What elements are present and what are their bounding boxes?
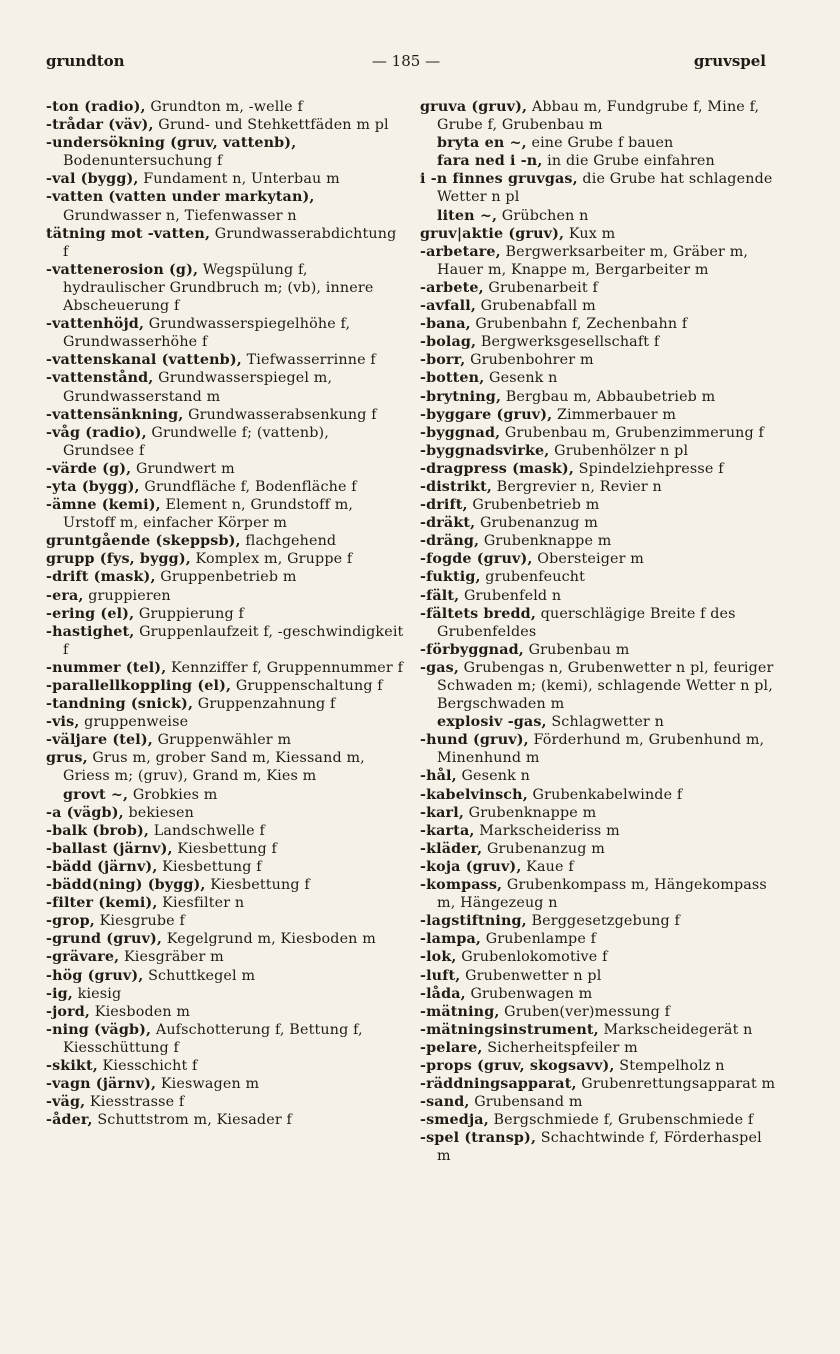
entry-headword: -fält,	[420, 587, 460, 604]
entry-headword: tätning mot -vatten,	[46, 225, 211, 242]
dictionary-entry	[46, 912, 404, 930]
dictionary-entry	[420, 1057, 778, 1075]
entry-translation: Grubenhölzer n pl	[549, 442, 689, 459]
entry-translation: Element n, Grundstoff m, Urstoff m, einfacher Körper m	[63, 497, 354, 532]
entry-translation: Sicherheitspfeiler m	[482, 1039, 638, 1056]
entry-headword: -mätning,	[420, 1003, 500, 1020]
dictionary-entry	[420, 731, 778, 767]
dictionary-entry	[420, 822, 778, 840]
dictionary-entry	[46, 568, 404, 586]
dictionary-entry	[420, 912, 778, 930]
dictionary-entry	[46, 930, 404, 948]
entry-headword: fara ned i -n,	[437, 153, 543, 170]
entry-headword: -lagstiftning,	[420, 913, 527, 930]
dictionary-entry	[420, 460, 778, 478]
entry-translation: Grubenbohrer m	[465, 352, 594, 369]
dictionary-entry	[420, 478, 778, 496]
entry-headword: -dräkt,	[420, 515, 476, 532]
entry-translation: Gruppenschaltung f	[231, 678, 383, 694]
dictionary-entry	[420, 207, 778, 225]
entry-headword: explosiv -gas,	[437, 714, 547, 731]
entry-translation: Förderhund m, Grubenhund m, Minenhund m	[437, 732, 765, 767]
dictionary-entry	[420, 496, 778, 514]
dictionary-entry	[420, 424, 778, 442]
entry-headword: -ton (radio),	[46, 99, 146, 115]
entry-headword: grovt ~,	[63, 786, 129, 803]
entry-translation: Zimmerbauer m	[552, 406, 677, 423]
entry-headword: -grävare,	[46, 949, 120, 966]
entry-translation: Bodenuntersuchung f	[63, 153, 223, 170]
dictionary-entry	[420, 1111, 778, 1129]
dictionary-entry	[46, 1057, 404, 1075]
dictionary-entry	[46, 731, 404, 749]
entry-translation: Kux m	[564, 225, 616, 242]
entry-translation: Grubenwagen m	[465, 985, 593, 1002]
entry-translation: Fundament n, Unterbau m	[138, 171, 340, 188]
entry-translation: Grubenbahn f, Zechenbahn f	[470, 316, 688, 333]
dictionary-entry	[46, 587, 404, 605]
dictionary-entry	[46, 261, 404, 315]
dictionary-entry	[420, 351, 778, 369]
entry-translation: bekiesen	[123, 804, 194, 821]
entry-headword: -bana,	[420, 316, 471, 333]
entry-headword: -skikt,	[46, 1057, 98, 1074]
entry-headword: -åder,	[46, 1112, 93, 1129]
entry-translation: Gesenk n	[484, 370, 558, 387]
entry-translation: Grübchen n	[497, 207, 589, 224]
entry-headword: -borr,	[420, 352, 466, 369]
entry-translation: Grubenkabelwinde f	[527, 786, 683, 803]
entry-headword: -vattenstånd,	[46, 370, 154, 387]
entry-headword: -ämne (kemi),	[46, 497, 161, 514]
entry-translation: Grubenarbeit f	[483, 279, 598, 296]
entry-headword: -fogde (gruv),	[420, 551, 533, 568]
dictionary-entry	[420, 442, 778, 460]
entry-translation: Kiesstrasse f	[85, 1094, 185, 1111]
entry-translation: Spindelziehpresse f	[573, 460, 724, 477]
entry-headword: -balk (brob),	[46, 822, 150, 839]
dictionary-entry	[46, 677, 404, 695]
dictionary-entry	[46, 532, 404, 550]
entry-headword: -sand,	[420, 1094, 470, 1111]
entry-translation: Grund- und Stehkettfäden m pl	[153, 117, 389, 134]
dictionary-entry	[46, 1111, 404, 1129]
entry-translation: Aufschotterung f, Bettung f, Kiesschüttung f	[63, 1021, 363, 1056]
entry-translation: querschlägige Breite f des Grubenfeldes	[437, 605, 736, 640]
entry-headword: gruntgående (skeppsb),	[46, 533, 241, 550]
left-column	[46, 98, 404, 1129]
dictionary-entry	[420, 1003, 778, 1021]
page-number: — 185 —	[371, 52, 441, 70]
entry-headword: -hund (gruv),	[420, 732, 529, 749]
dictionary-entry	[420, 876, 778, 912]
entry-translation: Grundton m, -welle f	[145, 99, 303, 115]
dictionary-entry	[46, 550, 404, 568]
dictionary-entry	[420, 767, 778, 785]
dictionary-entry	[46, 840, 404, 858]
entry-headword: -undersökning (gruv, vattenb),	[46, 135, 297, 152]
entry-translation: Gruben(ver)messung f	[499, 1003, 671, 1020]
entry-headword: -era,	[46, 587, 84, 604]
entry-translation: Tiefwasserrinne f	[241, 352, 376, 369]
dictionary-entry	[46, 804, 404, 822]
dictionary-entry	[420, 1039, 778, 1057]
entry-headword: -lok,	[420, 949, 457, 966]
entry-headword: -kompass,	[420, 877, 503, 894]
entry-translation: Kiesgrube f	[94, 913, 185, 930]
entry-translation: kiesig	[72, 985, 122, 1002]
dictionary-entry	[420, 786, 778, 804]
dictionary-entry	[420, 152, 778, 170]
dictionary-entry	[46, 351, 404, 369]
entry-translation: Grubenknappe m	[463, 804, 597, 821]
entry-translation: gruppenweise	[79, 714, 189, 731]
entry-headword: -koja (gruv),	[420, 858, 522, 875]
entry-headword: -karl,	[420, 804, 464, 821]
entry-headword: -väljare (tel),	[46, 732, 153, 749]
entry-headword: -luft,	[420, 967, 461, 984]
entry-headword: -nummer (tel),	[46, 659, 167, 676]
dictionary-entry	[420, 967, 778, 985]
entry-translation: Gruppierung f	[134, 605, 244, 622]
entry-headword: -pelare,	[420, 1039, 483, 1056]
dictionary-entry	[46, 424, 404, 460]
dictionary-entry	[420, 713, 778, 731]
dictionary-entry	[46, 659, 404, 677]
dictionary-entry	[420, 369, 778, 387]
entry-translation: gruppieren	[83, 587, 171, 604]
dictionary-entry	[46, 858, 404, 876]
dictionary-entry	[46, 496, 404, 532]
entry-headword: -hög (gruv),	[46, 967, 144, 984]
entry-headword: -vattenerosion (g),	[46, 261, 199, 278]
entry-headword: -vatten (vatten under markytan),	[46, 189, 315, 206]
entry-translation: Grundwasserspiegel m, Grundwasserstand m	[63, 370, 333, 405]
entry-headword: i -n finnes gruvgas,	[420, 171, 578, 188]
entry-translation: Grubenrettungsapparat m	[576, 1076, 776, 1093]
dictionary-entry	[420, 532, 778, 550]
dictionary-entry	[420, 279, 778, 297]
entry-translation: Kiesbettung f	[157, 858, 262, 875]
dictionary-entry	[420, 514, 778, 532]
dictionary-entry	[420, 225, 778, 243]
entry-headword: -drift (mask),	[46, 569, 156, 586]
entry-translation: Schachtwinde f, Förderhaspel m	[437, 1130, 762, 1165]
dictionary-entry	[420, 550, 778, 568]
entry-headword: -fuktig,	[420, 569, 481, 586]
entry-translation: Grundwasserabdichtung f	[63, 225, 397, 260]
entry-headword: -tandning (snick),	[46, 696, 194, 713]
entry-headword: -bädd (järnv),	[46, 858, 158, 875]
dictionary-entry	[420, 641, 778, 659]
entry-translation: Bergschmiede f, Grubenschmiede f	[488, 1112, 754, 1129]
dictionary-entry	[420, 948, 778, 966]
dictionary-entry	[46, 948, 404, 966]
dictionary-entry	[46, 1075, 404, 1093]
entry-translation: Kiesbettung f	[205, 877, 310, 894]
entry-translation: Berggesetzgebung f	[526, 913, 680, 930]
entry-headword: -ig,	[46, 985, 73, 1002]
entry-translation: Grubenknappe m	[479, 533, 612, 550]
entry-translation: Kennziffer f, Gruppennummer f	[166, 659, 404, 676]
entry-headword: -botten,	[420, 370, 485, 387]
entry-headword: -arbetare,	[420, 243, 501, 260]
entry-headword: -vattenhöjd,	[46, 316, 145, 333]
entry-translation: Kegelgrund m, Kiesboden m	[162, 931, 376, 948]
entry-headword: -väg,	[46, 1094, 86, 1111]
entry-headword: -karta,	[420, 822, 475, 839]
dictionary-entry	[46, 406, 404, 424]
entry-translation: Gesenk n	[456, 768, 530, 785]
entry-translation: Markscheidegerät n	[598, 1021, 753, 1038]
entry-translation: Grundwelle f; (vattenb), Grundsee f	[63, 424, 329, 459]
dictionary-entry	[46, 134, 404, 170]
dictionary-entry	[420, 858, 778, 876]
entry-translation: Bergrevier n, Revier n	[491, 478, 662, 495]
entry-translation: Gruppenbetrieb m	[155, 569, 297, 586]
entry-translation: Gruppenwähler m	[152, 732, 292, 749]
entry-headword: -mätningsinstrument,	[420, 1021, 599, 1038]
dictionary-entry	[420, 243, 778, 279]
dictionary-entry	[420, 568, 778, 586]
dictionary-entry	[46, 1093, 404, 1111]
entry-headword: -grop,	[46, 913, 95, 930]
dictionary-entry	[420, 1093, 778, 1111]
entry-headword: -val (bygg),	[46, 171, 139, 188]
dictionary-entry	[46, 116, 404, 134]
entry-headword: -värde (g),	[46, 460, 132, 477]
header-right-guideword: gruvspel	[693, 52, 766, 70]
entry-headword: -byggnad,	[420, 424, 501, 441]
entry-headword: -trådar (väv),	[46, 117, 154, 134]
entry-headword: grupp (fys, bygg),	[46, 551, 191, 568]
entry-headword: -hastighet,	[46, 623, 135, 640]
entry-translation: eine Grube f bauen	[526, 135, 674, 152]
entry-translation: flachgehend	[240, 533, 337, 550]
dictionary-entry	[420, 587, 778, 605]
entry-headword: -dragpress (mask),	[420, 460, 574, 477]
entry-translation: Kaue f	[521, 858, 574, 875]
entry-translation: Grundfläche f, Bodenfläche f	[139, 478, 357, 495]
entry-headword: grus,	[46, 750, 88, 767]
entry-translation: die Grube hat schlagende Wetter n pl	[437, 171, 773, 206]
header-left-guideword: grundton	[46, 52, 125, 70]
dictionary-entry	[420, 170, 778, 206]
entry-headword: gruv|aktie (gruv),	[420, 225, 565, 242]
dictionary-entry	[420, 605, 778, 641]
entry-headword: -avfall,	[420, 298, 476, 315]
entry-headword: -ering (el),	[46, 605, 135, 622]
entry-headword: -hål,	[420, 768, 457, 785]
right-column	[420, 98, 778, 1166]
dictionary-entry	[420, 406, 778, 424]
dictionary-entry	[46, 786, 404, 804]
entry-headword: -bädd(ning) (bygg),	[46, 877, 206, 894]
entry-translation: in die Grube einfahren	[542, 153, 715, 170]
entry-translation: Grubenwetter n pl	[460, 967, 602, 984]
entry-headword: -ballast (järnv),	[46, 840, 173, 857]
entry-headword: -räddningsapparat,	[420, 1076, 577, 1093]
dictionary-entry	[420, 1129, 778, 1165]
entry-headword: -vattenskanal (vattenb),	[46, 352, 242, 369]
entry-headword: liten ~,	[437, 207, 498, 224]
dictionary-entry	[46, 985, 404, 1003]
entry-headword: -gas,	[420, 659, 459, 676]
entry-translation: Grundwert m	[131, 460, 235, 477]
dictionary-entry	[420, 333, 778, 351]
entry-headword: -byggnadsvirke,	[420, 442, 550, 459]
entry-translation: Wegspülung f, hydraulischer Grundbruch m; (vb), innere Abscheuerung f	[63, 261, 374, 315]
entry-headword: -dräng,	[420, 533, 480, 550]
entry-headword: -ning (vägb),	[46, 1021, 152, 1038]
entry-headword: -distrikt,	[420, 478, 492, 495]
entry-headword: -drift,	[420, 497, 468, 514]
entry-translation: Grubenkompass m, Hängekompass m, Hängezeug n	[437, 877, 767, 912]
entry-translation: Grubenlokomotive f	[456, 949, 608, 966]
dictionary-entry	[46, 225, 404, 261]
dictionary-entry	[420, 659, 778, 713]
entry-translation: Bergbau m, Abbaubetrieb m	[501, 388, 716, 405]
dictionary-entry	[46, 695, 404, 713]
dictionary-entry	[46, 749, 404, 785]
dictionary-entry	[420, 930, 778, 948]
entry-translation: Grubenlampe f	[481, 931, 597, 948]
entry-headword: -brytning,	[420, 388, 502, 405]
entry-translation: Kiesboden m	[90, 1003, 191, 1020]
entry-headword: -våg (radio),	[46, 424, 147, 441]
entry-translation: Markscheideriss m	[474, 822, 620, 839]
entry-translation: Kiesfilter n	[157, 895, 245, 912]
dictionary-entry	[46, 713, 404, 731]
dictionary-entry	[420, 315, 778, 333]
entry-translation: Abbau m, Fundgrube f, Mine f, Grube f, Grubenbau m	[437, 99, 760, 134]
entry-translation: Schuttstrom m, Kiesader f	[92, 1112, 292, 1129]
entry-headword: -låda,	[420, 985, 466, 1002]
entry-headword: -bolag,	[420, 334, 477, 351]
dictionary-entry	[420, 804, 778, 822]
entry-headword: -kabelvinsch,	[420, 786, 528, 803]
entry-headword: -vagn (järnv),	[46, 1076, 157, 1093]
entry-headword: -jord,	[46, 1003, 91, 1020]
entry-translation: Grundwasser n, Tiefenwasser n	[63, 207, 297, 224]
dictionary-entry	[46, 876, 404, 894]
dictionary-entry	[420, 840, 778, 858]
entry-translation: Grubenanzug m	[482, 840, 605, 857]
entry-headword: -fältets bredd,	[420, 605, 536, 622]
entry-headword: -parallellkoppling (el),	[46, 678, 232, 694]
entry-translation: Grundwasserspiegelhöhe f, Grundwasserhöhe f	[63, 316, 351, 351]
entry-headword: gruva (gruv),	[420, 99, 528, 115]
entry-headword: -a (vägb),	[46, 804, 124, 821]
entry-headword: -grund (gruv),	[46, 931, 163, 948]
dictionary-entry	[46, 188, 404, 224]
dictionary-entry	[46, 822, 404, 840]
entry-translation: Stempelholz n	[614, 1057, 725, 1074]
entry-translation: Kieswagen m	[156, 1076, 260, 1093]
entry-headword: -smedja,	[420, 1112, 489, 1129]
entry-headword: -byggare (gruv),	[420, 406, 553, 423]
entry-headword: -props (gruv, skogsavv),	[420, 1057, 615, 1074]
entry-translation: Gruppenzahnung f	[193, 696, 336, 713]
entry-translation: Grobkies m	[128, 786, 218, 803]
dictionary-entry	[46, 1021, 404, 1057]
dictionary-entry	[46, 967, 404, 985]
dictionary-entry	[420, 388, 778, 406]
entry-translation: Grubenanzug m	[475, 515, 598, 532]
entry-headword: bryta en ~,	[437, 135, 527, 152]
entry-translation: Landschwelle f	[149, 822, 265, 839]
dictionary-entry	[46, 605, 404, 623]
entry-translation: Bergwerksarbeiter m, Gräber m, Hauer m, Knappe m, Bergarbeiter m	[437, 243, 749, 278]
entry-translation: Gruppenlaufzeit f, -geschwindigkeit f	[63, 623, 404, 658]
entry-headword: -arbete,	[420, 279, 484, 296]
entry-headword: -yta (bygg),	[46, 478, 140, 495]
entry-headword: -vis,	[46, 714, 80, 731]
entry-translation: Grundwasserabsenkung f	[183, 406, 377, 423]
dictionary-entry	[46, 1003, 404, 1021]
dictionary-entry	[420, 134, 778, 152]
entry-headword: -vattensänkning,	[46, 406, 184, 423]
dictionary-entry	[420, 1075, 778, 1093]
entry-translation: Grubensand m	[469, 1094, 583, 1111]
dictionary-entry	[46, 623, 404, 659]
entry-headword: -filter (kemi),	[46, 895, 158, 912]
entry-translation: Grus m, grober Sand m, Kiessand m, Griess m; (gruv), Grand m, Kies m	[63, 750, 365, 785]
entry-translation: Grubenbau m	[523, 641, 630, 658]
dictionary-entry	[420, 1021, 778, 1039]
entry-translation: Grubenabfall m	[475, 298, 596, 315]
dictionary-entry	[46, 460, 404, 478]
entry-translation: Grubengas n, Grubenwetter n pl, feuriger Schwaden m; (kemi), schlagende Wetter n pl, Bergschwaden m	[437, 659, 774, 713]
entry-translation: Komplex m, Gruppe f	[190, 551, 353, 568]
dictionary-entry	[46, 369, 404, 405]
entry-headword: -spel (transp),	[420, 1130, 537, 1147]
entry-translation: Obersteiger m	[532, 551, 645, 568]
entry-headword: -lampa,	[420, 931, 482, 948]
dictionary-entry	[420, 985, 778, 1003]
entry-headword: -förbyggnad,	[420, 641, 524, 658]
entry-translation: Kiesbettung f	[172, 840, 277, 857]
dictionary-entry	[420, 297, 778, 315]
entry-translation: Grubenfeld n	[459, 587, 562, 604]
entry-translation: Bergwerksgesellschaft f	[476, 334, 660, 351]
dictionary-entry	[46, 478, 404, 496]
entry-translation: Grubenbau m, Grubenzimmerung f	[500, 424, 764, 441]
dictionary-entry	[46, 894, 404, 912]
dictionary-entry	[420, 98, 778, 134]
entry-translation: Schlagwetter n	[546, 714, 664, 731]
entry-headword: -kläder,	[420, 840, 483, 857]
entry-translation: Kiesgräber m	[119, 949, 224, 966]
dictionary-entry	[46, 98, 404, 116]
entry-translation: Kiesschicht f	[97, 1057, 198, 1074]
running-head	[46, 52, 766, 76]
entry-translation: Schuttkegel m	[143, 967, 256, 984]
entry-translation: grubenfeucht	[480, 569, 586, 586]
dictionary-entry	[46, 170, 404, 188]
entry-translation: Grubenbetrieb m	[467, 497, 600, 514]
dictionary-entry	[46, 315, 404, 351]
